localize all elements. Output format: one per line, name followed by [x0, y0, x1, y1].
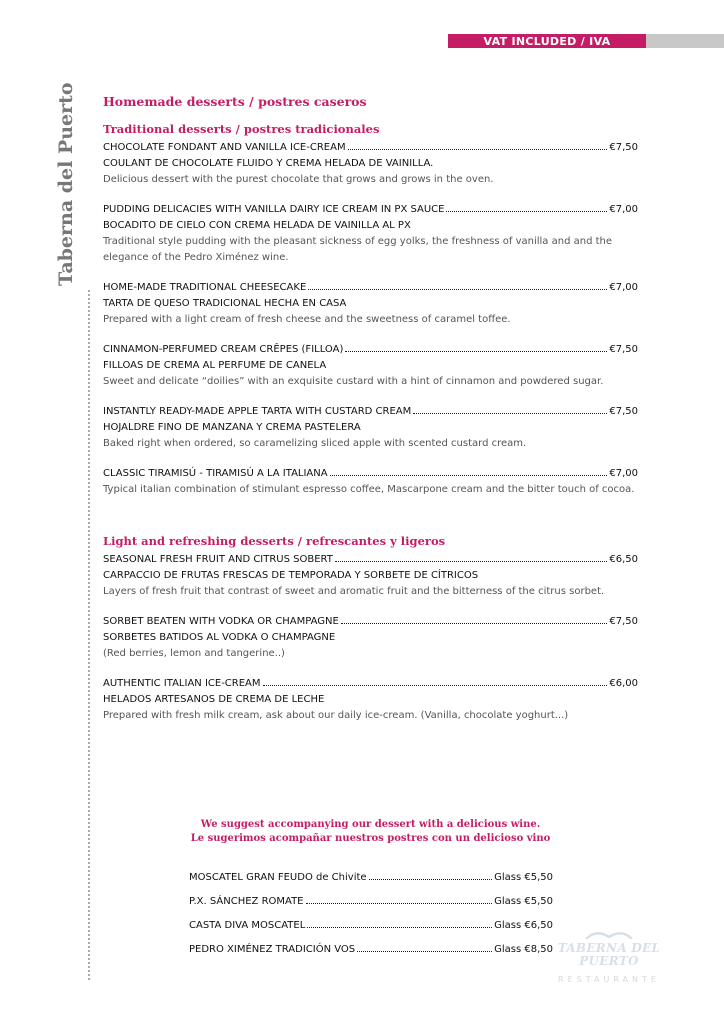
item-price: €6,00 — [609, 678, 638, 689]
item-description: Baked right when ordered, so caramelizing sliced apple with scented custard cream. — [103, 438, 527, 449]
suggestion-english: We suggest accompanying our dessert with a delicious wine. — [200, 819, 541, 830]
leader-dots — [263, 685, 608, 686]
item-name: PUDDING DELICACIES WITH VANILLA DAIRY ICE CREAM IN PX SAUCE — [103, 204, 445, 215]
item-name: SEASONAL FRESH FRUIT AND CITRUS SOBERT — [103, 554, 333, 565]
group-title: Traditional desserts / postres tradicionales — [103, 122, 380, 136]
menu-item — [103, 342, 638, 390]
menu-item — [103, 614, 638, 662]
section-title: Homemade desserts / postres caseros — [103, 94, 367, 109]
item-price: €7,50 — [609, 406, 638, 417]
leader-dots — [308, 289, 607, 290]
item-price: €7,50 — [609, 142, 638, 153]
item-name: AUTHENTIC ITALIAN ICE-CREAM — [103, 678, 261, 689]
wine-price: Glass €5,50 — [494, 872, 553, 883]
menu-item — [103, 280, 638, 328]
restaurant-logo — [548, 928, 670, 984]
item-price: €7,00 — [609, 282, 638, 293]
leader-dots — [341, 623, 608, 624]
leader-dots — [357, 951, 492, 952]
wine-name: P.X. SÁNCHEZ ROMATE — [189, 896, 304, 907]
leader-dots — [369, 879, 493, 880]
item-spanish-name: HOJALDRE FINO DE MANZANA Y CREMA PASTELERA — [103, 422, 361, 433]
menu-item — [103, 552, 638, 600]
item-price: €7,00 — [609, 468, 638, 479]
item-name: INSTANTLY READY-MADE APPLE TARTA WITH CUSTARD CREAM — [103, 406, 412, 417]
wine-row — [189, 944, 553, 968]
vat-label: VAT INCLUDED / IVA — [483, 34, 611, 48]
vat-banner — [448, 34, 646, 48]
menu-item — [103, 140, 638, 188]
item-price: €6,50 — [609, 554, 638, 565]
menu-item — [103, 676, 638, 724]
item-description: (Red berries, lemon and tangerine..) — [103, 648, 285, 659]
leader-dots — [348, 149, 608, 150]
wine-price: Glass €5,50 — [494, 896, 553, 907]
leader-dots — [307, 927, 492, 928]
item-price: €7,50 — [609, 616, 638, 627]
wine-row — [189, 896, 553, 920]
menu-group-traditional — [103, 122, 638, 498]
leader-dots — [335, 561, 607, 562]
item-price: €7,50 — [609, 344, 638, 355]
leader-dots — [345, 351, 607, 352]
wine-price: Glass €8,50 — [494, 944, 553, 955]
item-name: CHOCOLATE FONDANT AND VANILLA ICE-CREAM — [103, 142, 346, 153]
item-spanish-name: HELADOS ARTESANOS DE CREMA DE LECHE — [103, 694, 325, 705]
item-description: Prepared with a light cream of fresh cheese and the sweetness of caramel toffee. — [103, 314, 511, 325]
logo-name-line1: TABERNA DEL — [557, 941, 661, 955]
dessert-menu — [103, 94, 638, 738]
wine-price: Glass €6,50 — [494, 920, 553, 931]
menu-item — [103, 466, 638, 498]
item-name: CLASSIC TIRAMISÚ - TIRAMISÚ A LA ITALIANA — [103, 468, 328, 479]
item-spanish-name: SORBETES BATIDOS AL VODKA O CHAMPAGNE — [103, 632, 336, 643]
wine-list — [189, 872, 553, 968]
leader-dots — [306, 903, 493, 904]
leader-dots — [330, 475, 608, 476]
item-price: €7,00 — [609, 204, 638, 215]
wine-name: PEDRO XIMÉNEZ TRADICIÓN VOS — [189, 944, 356, 955]
seagull-icon — [585, 928, 633, 942]
item-spanish-name: COULANT DE CHOCOLATE FLUIDO Y CREMA HELADA DE VAINILLA. — [103, 158, 434, 169]
wine-row — [189, 872, 553, 896]
item-spanish-name: TARTA DE QUESO TRADICIONAL HECHA EN CASA — [103, 298, 347, 309]
vertical-dotted-rule — [88, 290, 90, 980]
item-spanish-name: FILLOAS DE CREMA AL PERFUME DE CANELA — [103, 360, 327, 371]
wine-suggestion — [103, 818, 638, 846]
item-description: Prepared with fresh milk cream, ask about our daily ice-cream. (Vanilla, chocolate yoghurt...) — [103, 710, 569, 721]
menu-item — [103, 202, 638, 266]
item-name: SORBET BEATEN WITH VODKA OR CHAMPAGNE — [103, 616, 339, 627]
leader-dots — [446, 211, 607, 212]
item-name: HOME-MADE TRADITIONAL CHEESECAKE — [103, 282, 307, 293]
item-name: CINNAMON-PERFUMED CREAM CRÊPES (FILLOA) — [103, 344, 344, 355]
item-description: Layers of fresh fruit that contrast of sweet and aromatic fruit and the bitterness of the citrus sorbet. — [103, 586, 605, 597]
wine-name: MOSCATEL GRAN FEUDO de Chivite — [189, 872, 367, 883]
logo-name-line2: PUERTO — [579, 954, 639, 968]
restaurant-vertical-title: Taberna del Puerto — [55, 82, 77, 286]
menu-group-light — [103, 534, 638, 724]
item-description: Delicious dessert with the purest chocolate that grows and grows in the oven. — [103, 174, 494, 185]
wine-name: CASTA DIVA MOSCATEL — [189, 920, 306, 931]
suggestion-spanish: Le sugerimos acompañar nuestros postres con un delicioso vino — [190, 833, 551, 844]
item-spanish-name: CARPACCIO DE FRUTAS FRESCAS DE TEMPORADA Y SORBETE DE CÍTRICOS — [103, 570, 479, 581]
logo-subtitle: RESTAURANTE — [558, 975, 660, 984]
vat-banner-gray-block — [646, 34, 724, 48]
menu-item — [103, 404, 638, 452]
item-description: Traditional style pudding with the pleasant sickness of egg yolks, the freshness of vanilla and and the elegance of the Pedro Ximénez wine. — [103, 236, 613, 263]
item-spanish-name: BOCADITO DE CIELO CON CREMA HELADA DE VAINILLA AL PX — [103, 220, 411, 231]
item-description: Typical italian combination of stimulant espresso coffee, Mascarpone cream and the bitter touch of cocoa. — [103, 484, 635, 495]
item-description: Sweet and delicate “doilies” with an exquisite custard with a hint of cinnamon and powdered sugar. — [103, 376, 604, 387]
leader-dots — [413, 413, 607, 414]
group-title: Light and refreshing desserts / refrescantes y ligeros — [103, 534, 446, 548]
wine-row — [189, 920, 553, 944]
